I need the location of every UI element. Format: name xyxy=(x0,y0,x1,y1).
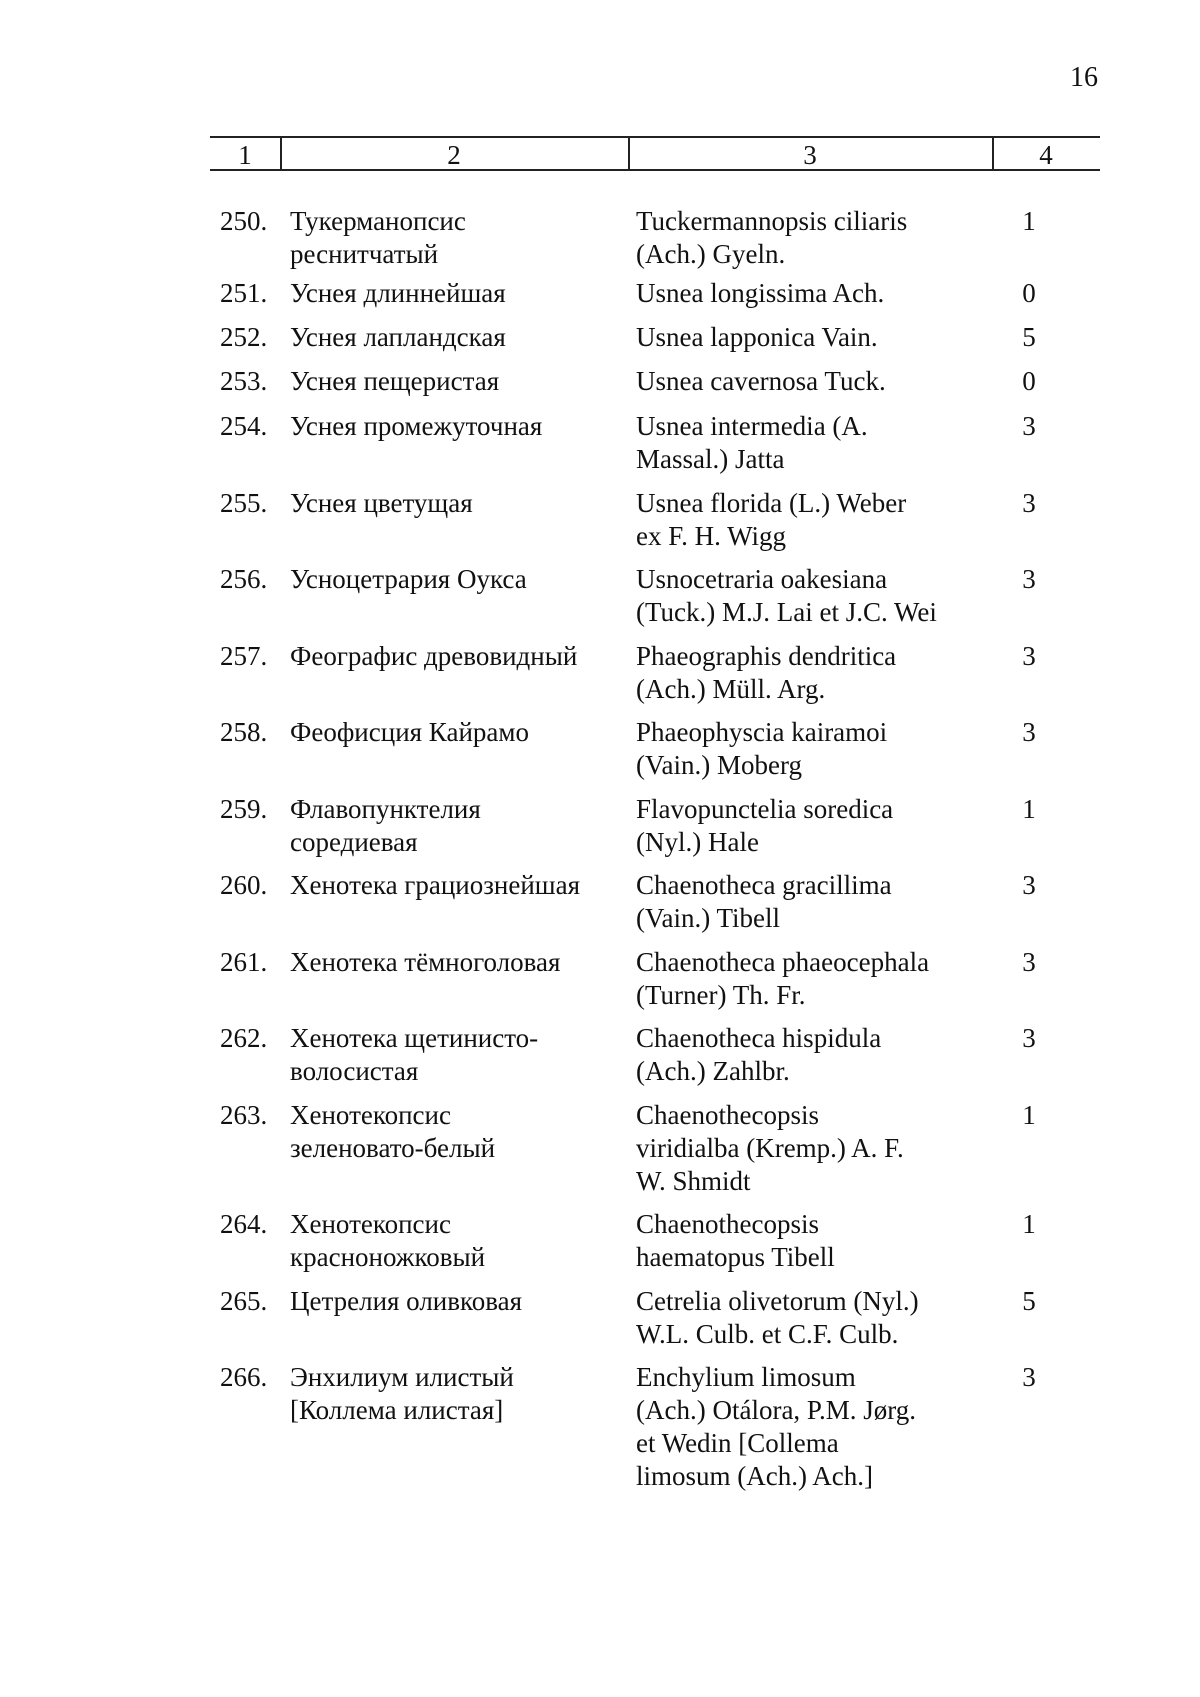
row-number: 259. xyxy=(220,794,268,824)
table-header xyxy=(210,136,1100,170)
russian-name xyxy=(290,277,620,310)
category-value: 5 xyxy=(1022,1286,1036,1316)
latin-name xyxy=(636,1285,956,1351)
latin-name xyxy=(636,563,956,629)
latin-name-line: haematopus Tibell xyxy=(636,1242,835,1272)
category-value: 1 xyxy=(1022,206,1036,236)
latin-name-line: (Ach.) Otálora, P.M. Jørg. xyxy=(636,1395,916,1425)
russian-name xyxy=(290,487,620,520)
latin-name-line: (Ach.) Gyeln. xyxy=(636,239,786,269)
russian-name-line: Хенотека щетинисто- xyxy=(290,1023,539,1053)
row-number: 252. xyxy=(220,322,268,352)
latin-name-line: limosum (Ach.) Ach.] xyxy=(636,1461,873,1491)
russian-name xyxy=(290,563,620,596)
category-value: 1 xyxy=(1022,1100,1036,1130)
category-value: 3 xyxy=(1022,1023,1036,1053)
category-value: 3 xyxy=(1022,717,1036,747)
russian-name xyxy=(290,1208,620,1274)
category-value: 1 xyxy=(1022,794,1036,824)
latin-name-line: Chaenothecopsis xyxy=(636,1100,819,1130)
latin-name xyxy=(636,487,956,553)
row-number: 261. xyxy=(220,947,268,977)
russian-name-line: Хенотекопсис xyxy=(290,1209,451,1239)
russian-name-line: Хенотека грациознейшая xyxy=(290,870,580,900)
russian-name-line: Феофисция Кайрамо xyxy=(290,717,529,747)
latin-name xyxy=(636,716,956,782)
latin-name-line: Chaenotheca hispidula xyxy=(636,1023,882,1053)
russian-name xyxy=(290,716,620,749)
row-number: 250. xyxy=(220,206,268,236)
russian-name-line: [Коллема илистая] xyxy=(290,1395,504,1425)
category-value: 3 xyxy=(1022,641,1036,671)
latin-name-line: Usnea intermedia (A. xyxy=(636,411,868,441)
latin-name xyxy=(636,869,956,935)
latin-name-line: W. Shmidt xyxy=(636,1166,751,1196)
latin-name xyxy=(636,321,956,354)
row-number: 253. xyxy=(220,366,268,396)
latin-name-line: (Vain.) Tibell xyxy=(636,903,781,933)
latin-name xyxy=(636,1022,956,1088)
latin-name-line: Usnea florida (L.) Weber xyxy=(636,488,907,518)
russian-name-line: Энхилиум илистый xyxy=(290,1362,514,1392)
latin-name xyxy=(636,365,956,398)
header-col-4: 4 xyxy=(1039,140,1053,170)
russian-name-line: соредиевая xyxy=(290,827,418,857)
russian-name xyxy=(290,205,620,271)
latin-name-line: Chaenotheca phaeocephala xyxy=(636,947,930,977)
russian-name-line: Уснея промежуточная xyxy=(290,411,543,441)
russian-name xyxy=(290,946,620,979)
header-col-2: 2 xyxy=(447,140,461,170)
russian-name xyxy=(290,869,620,902)
row-number: 254. xyxy=(220,411,268,441)
category-value: 3 xyxy=(1022,1362,1036,1392)
russian-name-line: Хенотека тёмноголовая xyxy=(290,947,561,977)
russian-name-line: Уснея цветущая xyxy=(290,488,473,518)
category-value: 1 xyxy=(1022,1209,1036,1239)
category-value: 3 xyxy=(1022,947,1036,977)
row-number: 256. xyxy=(220,564,268,594)
latin-name-line: Flavopunctelia soredica xyxy=(636,794,894,824)
row-number: 258. xyxy=(220,717,268,747)
row-number: 260. xyxy=(220,870,268,900)
latin-name-line: Chaenothecopsis xyxy=(636,1209,819,1239)
russian-name-line: Уснея пещеристая xyxy=(290,366,500,396)
category-value: 3 xyxy=(1022,411,1036,441)
latin-name-line: Tuckermannopsis ciliaris xyxy=(636,206,908,236)
latin-name-line: ex F. H. Wigg xyxy=(636,521,787,551)
latin-name-line: (Nyl.) Hale xyxy=(636,827,759,857)
latin-name-line: (Turner) Th. Fr. xyxy=(636,980,806,1010)
header-col-1: 1 xyxy=(238,140,252,170)
russian-name xyxy=(290,1099,620,1165)
latin-name-line: Usnocetraria oakesiana xyxy=(636,564,888,594)
latin-name-line: Chaenotheca gracillima xyxy=(636,870,892,900)
russian-name xyxy=(290,365,620,398)
header-top-rule xyxy=(210,136,1100,138)
russian-name-line: волосистая xyxy=(290,1056,419,1086)
russian-name-line: Уснея лапландская xyxy=(290,322,506,352)
latin-name-line: (Ach.) Zahlbr. xyxy=(636,1056,790,1086)
latin-name-line: Cetrelia olivetorum (Nyl.) xyxy=(636,1286,919,1316)
latin-name-line: (Ach.) Müll. Arg. xyxy=(636,674,826,704)
latin-name xyxy=(636,410,956,476)
row-number: 251. xyxy=(220,278,268,308)
latin-name-line: (Tuck.) M.J. Lai et J.C. Wei xyxy=(636,597,937,627)
header-col-3: 3 xyxy=(803,140,817,170)
row-number: 265. xyxy=(220,1286,268,1316)
russian-name xyxy=(290,321,620,354)
latin-name-line: Phaeophyscia kairamoi xyxy=(636,717,888,747)
category-value: 3 xyxy=(1022,488,1036,518)
row-number: 262. xyxy=(220,1023,268,1053)
russian-name-line: реснитчатый xyxy=(290,239,439,269)
russian-name xyxy=(290,640,620,673)
russian-name-line: Уснея длиннейшая xyxy=(290,278,506,308)
row-number: 255. xyxy=(220,488,268,518)
russian-name xyxy=(290,1361,620,1427)
row-number: 263. xyxy=(220,1100,268,1130)
russian-name-line: Хенотекопсис xyxy=(290,1100,451,1130)
russian-name xyxy=(290,410,620,443)
category-value: 3 xyxy=(1022,870,1036,900)
latin-name-line: viridialba (Kremp.) A. F. xyxy=(636,1133,904,1163)
latin-name xyxy=(636,1208,956,1274)
row-number: 266. xyxy=(220,1362,268,1392)
russian-name xyxy=(290,1022,620,1088)
latin-name-line: Enchylium limosum xyxy=(636,1362,856,1392)
category-value: 0 xyxy=(1022,366,1036,396)
russian-name-line: красноножковый xyxy=(290,1242,486,1272)
row-number: 264. xyxy=(220,1209,268,1239)
russian-name xyxy=(290,1285,620,1318)
page-number: 16 xyxy=(1070,62,1098,93)
category-value: 5 xyxy=(1022,322,1036,352)
row-number: 257. xyxy=(220,641,268,671)
latin-name xyxy=(636,1361,956,1493)
russian-name-line: Тукерманопсис xyxy=(290,206,466,236)
category-value: 3 xyxy=(1022,564,1036,594)
latin-name-line: Massal.) Jatta xyxy=(636,444,785,474)
latin-name-line: Usnea cavernosa Tuck. xyxy=(636,366,886,396)
latin-name-line: Phaeographis dendritica xyxy=(636,641,897,671)
latin-name xyxy=(636,946,956,1012)
russian-name-line: зеленовато-белый xyxy=(290,1133,496,1163)
latin-name xyxy=(636,640,956,706)
latin-name-line: Usnea lapponica Vain. xyxy=(636,322,878,352)
latin-name-line: (Vain.) Moberg xyxy=(636,750,802,780)
latin-name xyxy=(636,793,956,859)
category-value: 0 xyxy=(1022,278,1036,308)
russian-name-line: Флавопунктелия xyxy=(290,794,481,824)
latin-name-line: Usnea longissima Ach. xyxy=(636,278,885,308)
russian-name-line: Усноцетрария Оукса xyxy=(290,564,527,594)
latin-name xyxy=(636,277,956,310)
russian-name-line: Цетрелия оливковая xyxy=(290,1286,523,1316)
latin-name-line: W.L. Culb. et C.F. Culb. xyxy=(636,1319,899,1349)
latin-name-line: et Wedin [Collema xyxy=(636,1428,839,1458)
russian-name-line: Феографис древовидный xyxy=(290,641,578,671)
latin-name xyxy=(636,205,956,271)
latin-name xyxy=(636,1099,956,1198)
russian-name xyxy=(290,793,620,859)
